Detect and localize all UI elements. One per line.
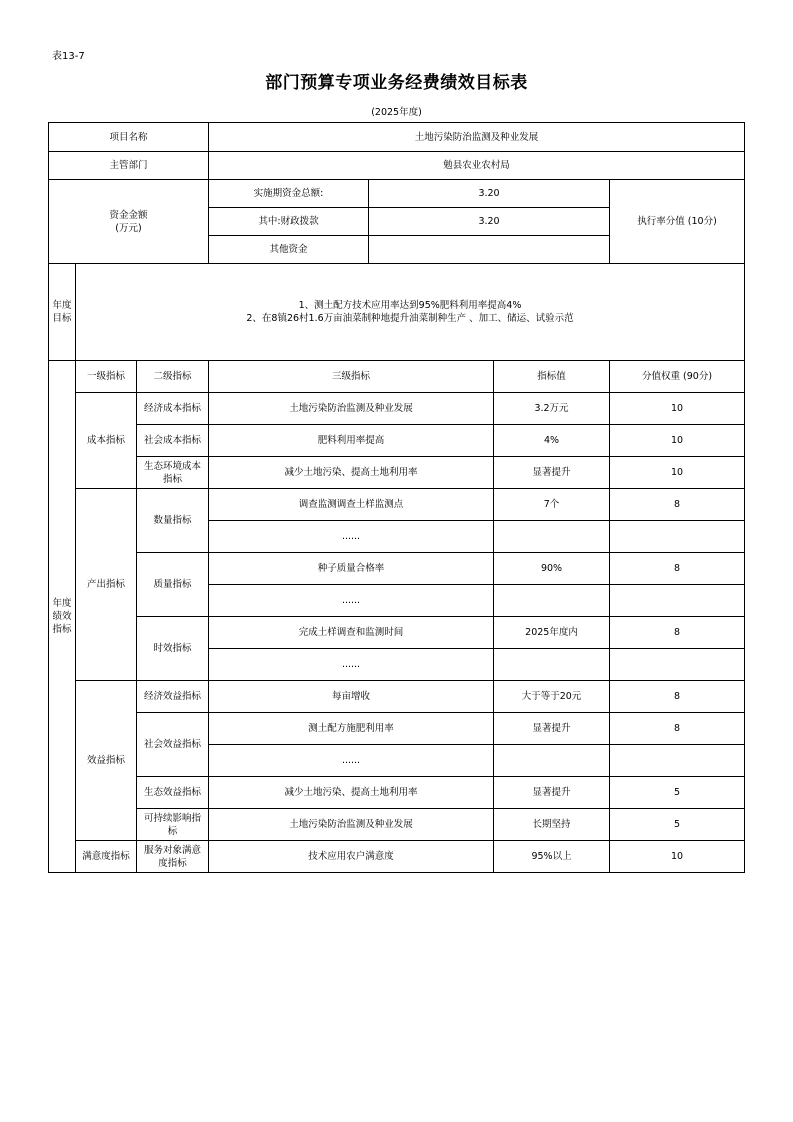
project-name-value: 土地污染防治监测及种业发展 — [209, 123, 745, 152]
table-row — [49, 777, 745, 809]
indicator-weight: 8 — [610, 489, 745, 521]
performance-table — [48, 122, 745, 873]
funds-fiscal-label: 其中:财政拨款 — [209, 208, 369, 236]
level3-item: 土地污染防治监测及种业发展 — [209, 393, 494, 425]
table-row — [49, 425, 745, 457]
funds-total-value: 3.20 — [369, 180, 610, 208]
indicator-value: 3.2万元 — [494, 393, 610, 425]
table-row — [49, 489, 745, 521]
table-row — [49, 713, 745, 745]
level2-social-benefit: 社会效益指标 — [137, 713, 209, 777]
annual-goal-line1: 1、测土配方技术应用率达到95%肥料利用率提高4% — [298, 300, 522, 311]
level2-quantity: 数量指标 — [137, 489, 209, 553]
level3-item: ...... — [209, 521, 494, 553]
page-title: 部门预算专项业务经费绩效目标表 — [265, 73, 528, 93]
indicator-weight: 10 — [610, 425, 745, 457]
project-name-label: 项目名称 — [49, 123, 209, 152]
indicator-value — [494, 745, 610, 777]
funds-label-line1: 资金金额 — [109, 209, 148, 221]
execution-rate-label: 执行率分值 (10分) — [610, 180, 745, 264]
indicator-weight: 8 — [610, 553, 745, 585]
indicator-weight — [610, 649, 745, 681]
funds-total-label: 实施期资金总额: — [209, 180, 369, 208]
indicator-header-row — [49, 361, 745, 393]
col-header-weight: 分值权重 (90分) — [610, 361, 745, 393]
funds-label — [49, 180, 209, 264]
level2-eco-benefit: 经济效益指标 — [137, 681, 209, 713]
level1-benefit: 效益指标 — [76, 681, 137, 841]
col-header-level1: 一级指标 — [76, 361, 137, 393]
level3-item: ...... — [209, 745, 494, 777]
indicator-value: 大于等于20元 — [494, 681, 610, 713]
indicator-value: 长期坚持 — [494, 809, 610, 841]
table-row — [49, 681, 745, 713]
table-row — [49, 553, 745, 585]
performance-indicators-label: 年度 绩效 指标 — [49, 361, 76, 873]
indicator-value — [494, 585, 610, 617]
level1-cost: 成本指标 — [76, 393, 137, 489]
annual-goal-label-line2: 目标 — [52, 313, 72, 324]
level3-item: 种子质量合格率 — [209, 553, 494, 585]
level2-timeliness: 时效指标 — [137, 617, 209, 681]
funds-total-row — [49, 180, 745, 208]
table-row — [49, 617, 745, 649]
level3-item: 调查监测调查土样监测点 — [209, 489, 494, 521]
annual-goal-row — [49, 264, 745, 361]
indicator-value: 4% — [494, 425, 610, 457]
indicator-weight — [610, 745, 745, 777]
department-label: 主管部门 — [49, 152, 209, 180]
level2-eco-cost: 经济成本指标 — [137, 393, 209, 425]
level3-item: 减少土地污染、提高土地利用率 — [209, 777, 494, 809]
indicator-value: 90% — [494, 553, 610, 585]
funds-label-line2: (万元) — [115, 222, 142, 234]
level2-env-benefit: 生态效益指标 — [137, 777, 209, 809]
col-header-value: 指标值 — [494, 361, 610, 393]
col-header-level2: 二级指标 — [137, 361, 209, 393]
indicator-weight — [610, 521, 745, 553]
annual-goal-text — [76, 264, 745, 361]
funds-other-value — [369, 236, 610, 264]
indicator-weight: 8 — [610, 617, 745, 649]
project-name-row — [49, 123, 745, 152]
indicator-value: 显著提升 — [494, 457, 610, 489]
department-value: 勉县农业农村局 — [209, 152, 745, 180]
indicator-value: 显著提升 — [494, 777, 610, 809]
level3-item: 土地污染防治监测及种业发展 — [209, 809, 494, 841]
level3-item: 完成土样调查和监测时间 — [209, 617, 494, 649]
indicator-value — [494, 649, 610, 681]
col-header-level3: 三级指标 — [209, 361, 494, 393]
level3-item: 测土配方施肥利用率 — [209, 713, 494, 745]
funds-other-label: 其他资金 — [209, 236, 369, 264]
annual-goal-label-line1: 年度 — [52, 300, 72, 311]
table-row — [49, 457, 745, 489]
indicator-value — [494, 521, 610, 553]
level2-sustainability: 可持续影响指 标 — [137, 809, 209, 841]
indicator-value: 显著提升 — [494, 713, 610, 745]
report-year: (2025年度) — [371, 107, 422, 118]
indicator-weight: 8 — [610, 713, 745, 745]
level1-satisfaction: 满意度指标 — [76, 841, 137, 873]
indicator-weight: 10 — [610, 393, 745, 425]
annual-goal-line2: 2、在8镇26村1.6万亩油菜制种地提升油菜制种生产 、加工、储运、试验示范 — [246, 313, 574, 324]
level1-output: 产出指标 — [76, 489, 137, 681]
indicator-weight — [610, 585, 745, 617]
level3-item: 肥料利用率提高 — [209, 425, 494, 457]
level2-quality: 质量指标 — [137, 553, 209, 617]
level3-item: 每亩增收 — [209, 681, 494, 713]
level2-env-cost: 生态环境成本 指标 — [137, 457, 209, 489]
table-row — [49, 393, 745, 425]
annual-goal-label — [49, 264, 76, 361]
table-row — [49, 809, 745, 841]
level3-item: ...... — [209, 585, 494, 617]
level2-service-satisfaction: 服务对象满意 度指标 — [137, 841, 209, 873]
table-code: 表13-7 — [52, 51, 85, 62]
indicator-weight: 8 — [610, 681, 745, 713]
indicator-weight: 5 — [610, 809, 745, 841]
indicator-value: 95%以上 — [494, 841, 610, 873]
indicator-value: 2025年度内 — [494, 617, 610, 649]
department-row — [49, 152, 745, 180]
level3-item: 技术应用农户满意度 — [209, 841, 494, 873]
table-row — [49, 841, 745, 873]
funds-fiscal-value: 3.20 — [369, 208, 610, 236]
indicator-value: 7个 — [494, 489, 610, 521]
indicator-weight: 10 — [610, 457, 745, 489]
level3-item: 减少土地污染、提高土地利用率 — [209, 457, 494, 489]
indicator-weight: 5 — [610, 777, 745, 809]
level3-item: ...... — [209, 649, 494, 681]
level2-social-cost: 社会成本指标 — [137, 425, 209, 457]
indicator-weight: 10 — [610, 841, 745, 873]
